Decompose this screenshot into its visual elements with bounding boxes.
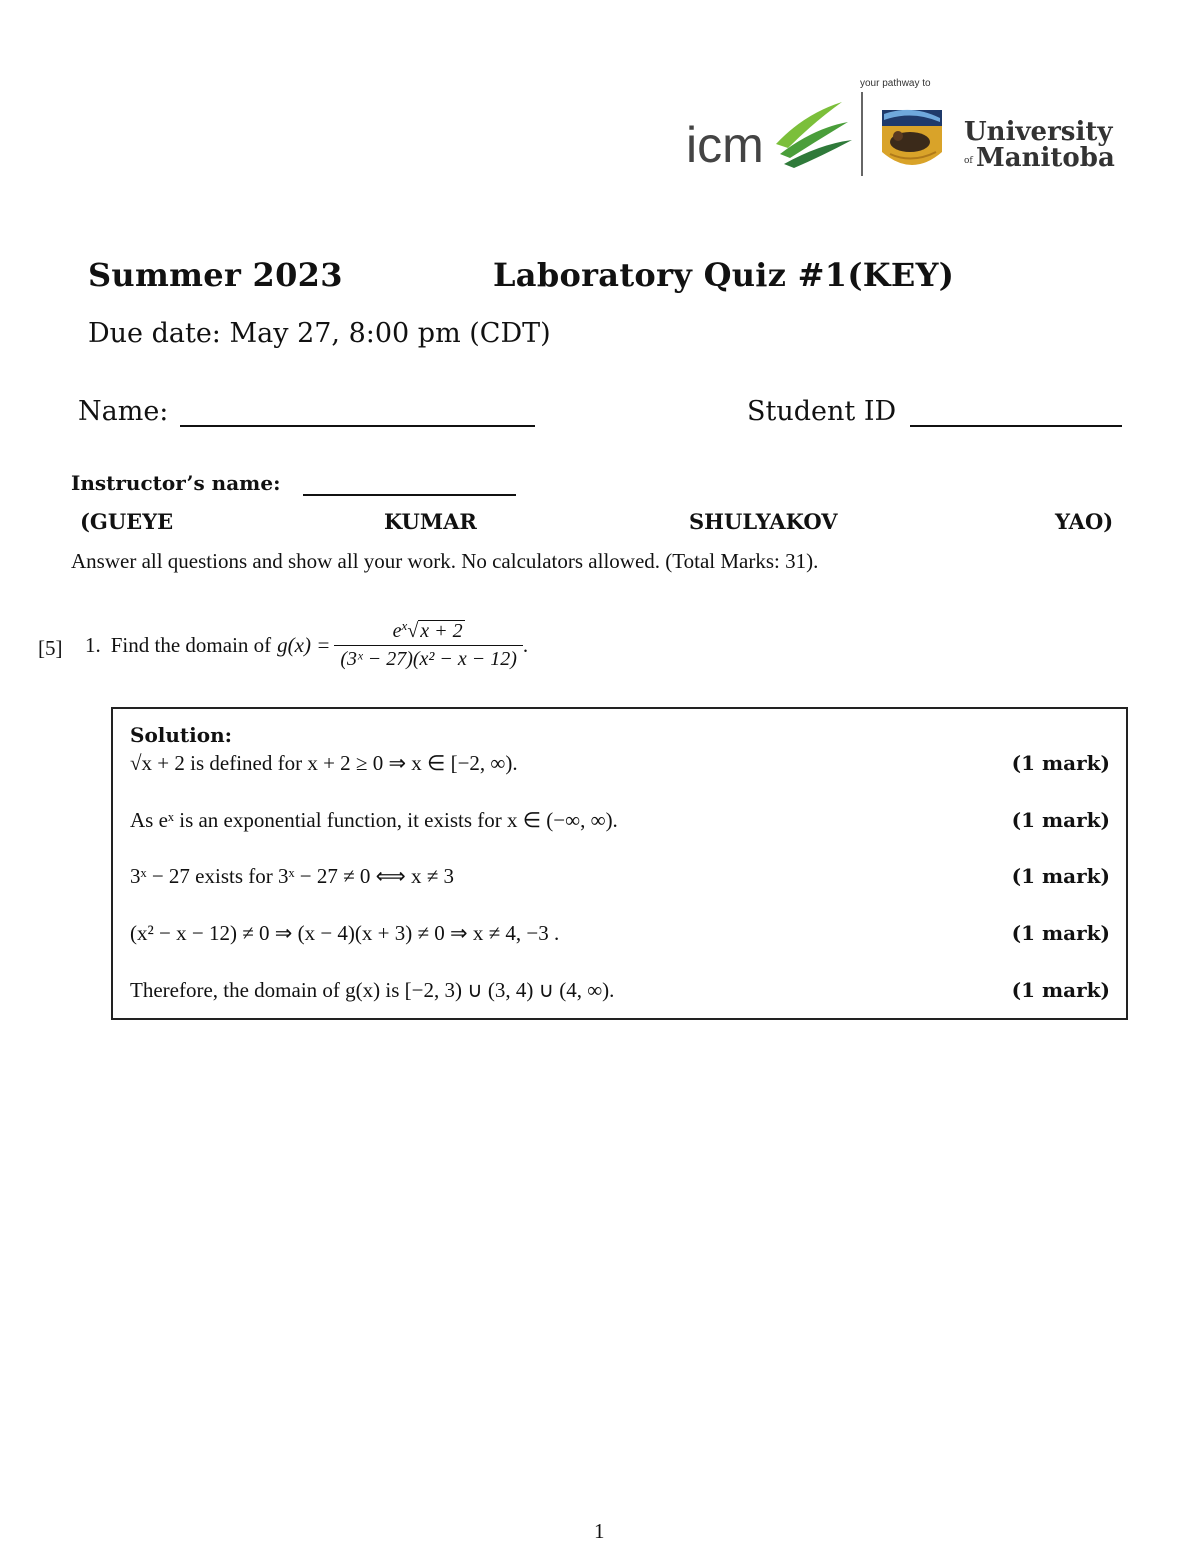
instructor-label: Instructor’s name: bbox=[71, 471, 281, 495]
name-blank[interactable] bbox=[180, 425, 535, 427]
university-crest-icon bbox=[882, 110, 942, 165]
university-wordmark-of: of bbox=[964, 156, 973, 166]
instructor-option: SHULYAKOV bbox=[689, 509, 838, 534]
logo-tagline: your pathway to bbox=[860, 78, 931, 89]
question-number: 1. bbox=[85, 633, 101, 657]
function-fraction bbox=[334, 617, 523, 671]
fraction-denominator: (3ˣ − 27)(x² − x − 12) bbox=[340, 648, 517, 670]
exp-power: x bbox=[401, 617, 408, 633]
instructor-option: (GUEYE bbox=[80, 509, 174, 534]
question-marks: [5] bbox=[38, 636, 63, 660]
instructor-option: YAO) bbox=[1055, 509, 1114, 534]
question-1 bbox=[85, 617, 529, 671]
solution-line bbox=[130, 921, 1110, 946]
instructions: Answer all questions and show all your work. No calculators allowed. (Total Marks: 31). bbox=[71, 549, 819, 573]
instructor-option: KUMAR bbox=[384, 509, 477, 534]
due-date: Due date: May 27, 8:00 pm (CDT) bbox=[88, 318, 551, 349]
quiz-title: Laboratory Quiz #1(KEY) bbox=[493, 256, 955, 294]
question-end: . bbox=[522, 633, 529, 657]
page-number: 1 bbox=[594, 1519, 605, 1543]
institution-logo bbox=[684, 74, 1134, 184]
radicand: x + 2 bbox=[420, 620, 463, 642]
fraction-numerator: $e^x√$ x + 2 bbox=[334, 620, 523, 646]
mark-label: (1 mark) bbox=[1011, 978, 1110, 1002]
solution-line-text: √x + 2 is defined for x + 2 ≥ 0 ⇒ x ∈ [−2, ∞). bbox=[130, 751, 518, 775]
solution-line-text: (x² − x − 12) ≠ 0 ⇒ (x − 4)(x + 3) ≠ 0 ⇒ x ≠ 4, −3 . bbox=[130, 921, 560, 945]
instructor-blank[interactable] bbox=[303, 494, 516, 496]
mark-label: (1 mark) bbox=[1011, 751, 1110, 775]
student-id-label: Student ID bbox=[747, 396, 897, 427]
university-wordmark-line1: University bbox=[964, 117, 1113, 147]
name-label: Name: bbox=[78, 396, 169, 427]
function-lhs: g(x) = bbox=[277, 633, 331, 657]
solution-line-text: 3ˣ − 27 exists for 3ˣ − 27 ≠ 0 ⟺ x ≠ 3 bbox=[130, 864, 455, 888]
term-heading: Summer 2023 bbox=[88, 256, 343, 294]
mark-label: (1 mark) bbox=[1011, 921, 1110, 945]
exp-base: e bbox=[392, 620, 402, 642]
mark-label: (1 mark) bbox=[1011, 808, 1110, 832]
solution-line bbox=[130, 978, 1110, 1003]
solution-line-text: As eˣ is an exponential function, it exists for x ∈ (−∞, ∞). bbox=[130, 808, 618, 832]
solution-line-text: Therefore, the domain of g(x) is [−2, 3) ∪ (3, 4) ∪ (4, ∞). bbox=[130, 978, 615, 1002]
mark-label: (1 mark) bbox=[1011, 864, 1110, 888]
question-prompt: Find the domain of bbox=[110, 633, 272, 657]
university-wordmark-line2: Manitoba bbox=[976, 143, 1115, 173]
solution-line bbox=[130, 864, 1110, 889]
solution-line bbox=[130, 751, 1110, 776]
logo-graphic bbox=[684, 74, 1134, 184]
solution-heading: Solution: bbox=[130, 723, 233, 747]
solution-line bbox=[130, 808, 1110, 833]
icm-wordmark: icm bbox=[686, 117, 764, 173]
student-id-blank[interactable] bbox=[910, 425, 1122, 427]
